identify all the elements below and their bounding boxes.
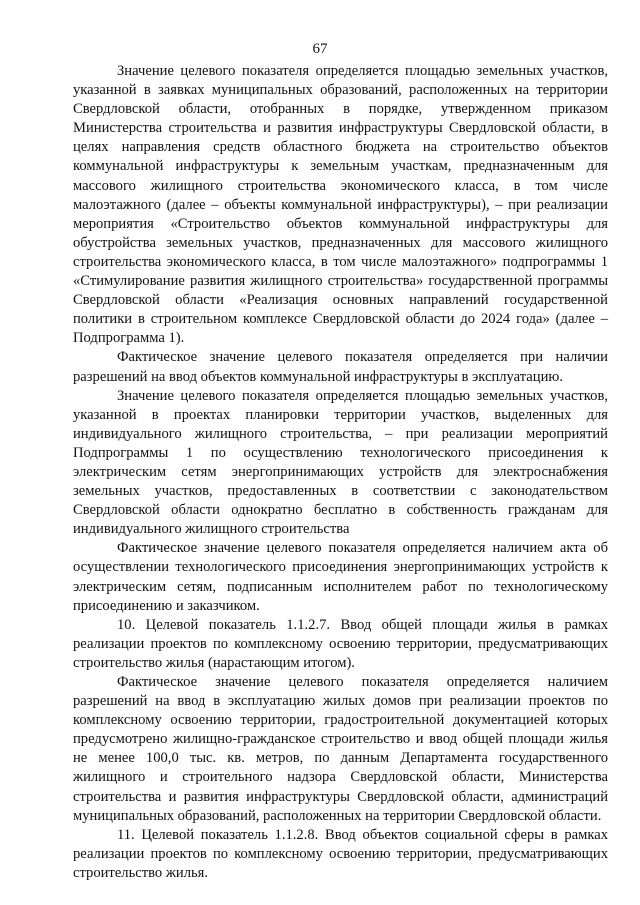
paragraph-indicator-1-1-2-8: 11. Целевой показатель 1.1.2.8. Ввод объектов социальной сферы в рамках реализации проектов по комплексному освоению территории, предусматривающих строительство жилья. — [73, 826, 608, 881]
paragraph-indicator-1-1-2-7: 10. Целевой показатель 1.1.2.7. Ввод общей площади жилья в рамках реализации проектов по комплексному освоению территории, предусматривающих строительство жилья (нарастающим итогом). — [73, 616, 608, 671]
paragraph-actual-value-housing-commissioning: Фактическое значение целевого показателя определяется наличием разрешений на ввод в эксплуатацию жилых домов при реализации проектов по комплексному освоению территории, градостроительной документацией которых предусмотрено жилищно-гражданское строительство и ввод общей площади жилья не менее 100,0 тыс. кв. метров, по данным Департамента государственного жилищного и строительного надзора Свердловской области, Министерства строительства и развития инфраструктуры Свердловской области, администраций муниципальных образований, расположенных на территории Свердловской области. — [73, 674, 608, 824]
paragraph-actual-value-connection-act: Фактическое значение целевого показателя определяется наличием акта об осуществлении технологического присоединения энергопринимающих устройств к электрическим сетям, подписанным исполнителем работ по технологическому присоединению и заказчиком. — [73, 540, 608, 614]
document-body — [73, 62, 608, 883]
paragraph-target-indicator-land-area: Значение целевого показателя определяется площадью земельных участков, указанной в заявках муниципальных образований, расположенных на территории Свердловской области, отобранных в порядке, утвержденном приказом Министерства строительства и развития инфраструктуры Свердловской области, в целях направления средств областного бюджета на строительство объектов коммунальной инфраструктуры к земельным участкам, предназначенным для массового жилищного строительства экономического класса, в том числе малоэтажного (далее – объекты коммунальной инфраструктуры), – при реализации мероприятия «Строительство объектов коммунальной инфраструктуры для обустройства земельных участков, предназначенных для массового жилищного строительства экономического класса, в том числе малоэтажного» подпрограммы 1 «Стимулирование развития жилищного строительства» государственной программы Свердловской области «Реализация основных направлений государственной политики в строительном комплексе Свердловской области до 2024 года» (далее – Подпрограмма 1). — [73, 63, 608, 347]
page-number: 67 — [312, 41, 328, 57]
paragraph-actual-value-permits: Фактическое значение целевого показателя определяется при наличии разрешений на ввод объектов коммунальной инфраструктуры в эксплуатацию. — [73, 349, 608, 385]
paragraph-target-indicator-individual-housing: Значение целевого показателя определяется площадью земельных участков, указанной в проектах планировки территории участков, выделенных для индивидуального жилищного строительства, – при реализации мероприятий Подпрограммы 1 по осуществлению технологического присоединения к электрическим сетям энергопринимающих устройств для электроснабжения земельных участков, предоставленных в соответствии с законодательством Свердловской области однократно бесплатно в собственность гражданам для индивидуального жилищного строительства — [73, 387, 608, 538]
